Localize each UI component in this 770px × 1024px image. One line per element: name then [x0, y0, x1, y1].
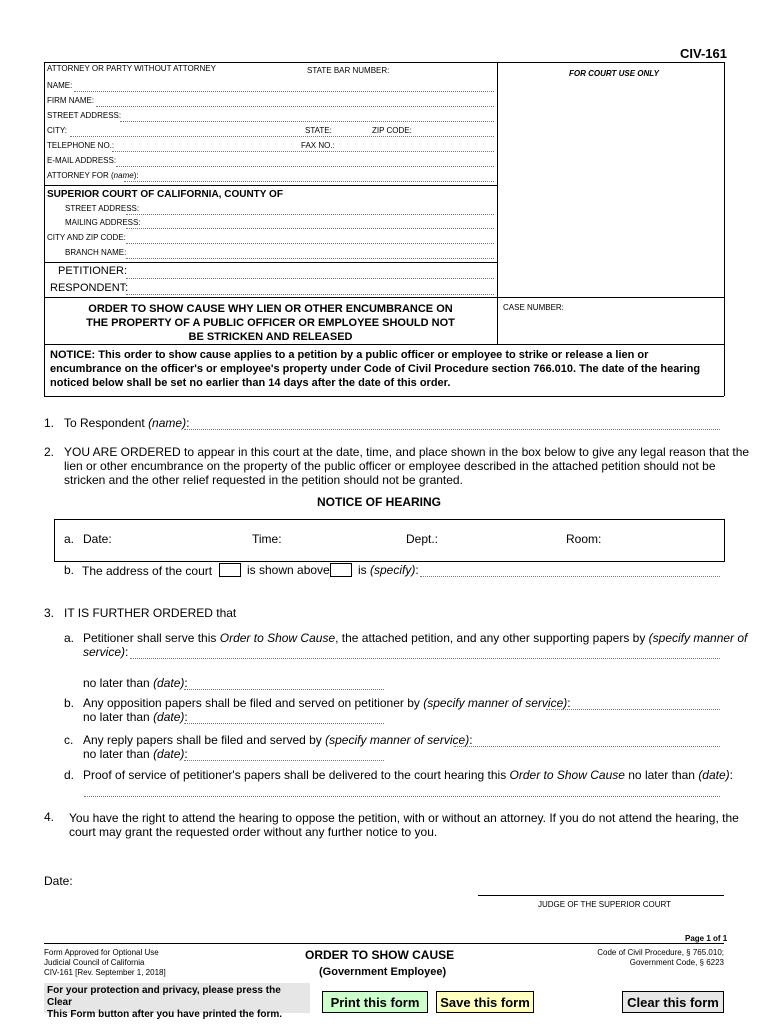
- notice-top-border: [44, 344, 724, 345]
- item3a-date-label: no later than (date):: [83, 676, 188, 690]
- item4-line1: You have the right to attend the hearing to oppose the petition, with or without an attorney. If you do not attend the hearing, the: [69, 811, 739, 825]
- clear-form-button[interactable]: Clear this form: [622, 991, 724, 1013]
- court-address-field[interactable]: [420, 576, 720, 577]
- specify-address-checkbox[interactable]: [330, 563, 352, 577]
- case-number-label: CASE NUMBER:: [503, 303, 564, 312]
- parties-border: [44, 262, 497, 263]
- notice-bottom-border: [44, 396, 724, 397]
- item3d-label: d.: [64, 768, 75, 782]
- court-mailing-label: MAILING ADDRESS:: [65, 218, 141, 227]
- attorney-party-label: ATTORNEY OR PARTY WITHOUT ATTORNEY: [47, 64, 216, 73]
- street-address-label: STREET ADDRESS:: [47, 111, 122, 120]
- signature-date-field[interactable]: [76, 870, 276, 888]
- court-branch-label: BRANCH NAME:: [65, 248, 127, 257]
- item3b-manner-field[interactable]: [546, 709, 720, 710]
- item3d-date-field[interactable]: [84, 796, 720, 797]
- court-use-divider: [497, 62, 498, 344]
- case-number-field[interactable]: [503, 314, 719, 340]
- footer-right-line2: Government Code, § 6223: [629, 958, 724, 967]
- form-title-line3: BE STRICKEN AND RELEASED: [188, 331, 353, 343]
- page-number: Page 1 of 1: [685, 934, 728, 943]
- item3a-text: Petitioner shall serve this Order to Show Cause, the attached petition, and any other supporting papers by (specify manner of service):: [83, 631, 748, 659]
- telephone-label: TELEPHONE NO.:: [47, 141, 115, 150]
- attorney-for-field[interactable]: [124, 181, 494, 182]
- footer-form-subtitle: (Government Employee): [319, 966, 447, 978]
- item4-number: 4.: [44, 810, 55, 824]
- notice-line3: noticed below shall be set no earlier than 14 days after the date of this order.: [50, 377, 451, 389]
- footer-left-line2: Judicial Council of California: [44, 958, 145, 967]
- hearing-time-field[interactable]: [284, 530, 400, 548]
- item3a-manner-field[interactable]: [130, 658, 720, 659]
- form-title-line2: THE PROPERTY OF A PUBLIC OFFICER OR EMPLOYEE SHOULD NOT: [86, 317, 455, 329]
- firm-name-field[interactable]: [96, 106, 494, 107]
- footer-left-line3: CIV-161 [Rev. September 1, 2018]: [44, 968, 166, 977]
- item3a-date-field[interactable]: [184, 689, 384, 690]
- item3-number: 3.: [44, 606, 55, 620]
- hearing-room-label: Room:: [566, 532, 602, 546]
- court-use-label: FOR COURT USE ONLY: [569, 69, 659, 78]
- fax-label: FAX NO.:: [301, 141, 335, 150]
- hearing-dept-field[interactable]: [440, 530, 558, 548]
- state-label: STATE:: [305, 126, 332, 135]
- form-title: [44, 302, 497, 344]
- header-right-border: [724, 62, 725, 396]
- item3-intro: IT IS FURTHER ORDERED that: [64, 606, 237, 620]
- court-address-label: The address of the court: [82, 564, 213, 578]
- name-field[interactable]: [74, 91, 494, 92]
- item3c-text: Any reply papers shall be filed and served by (specify manner of service): no later than (date):: [83, 733, 473, 761]
- firm-name-label: FIRM NAME:: [47, 96, 95, 105]
- petitioner-field[interactable]: [126, 278, 494, 279]
- judge-signature-line: [478, 895, 724, 896]
- court-city-zip-field[interactable]: [126, 243, 494, 244]
- shown-above-checkbox[interactable]: [219, 563, 241, 577]
- telephone-fax-field[interactable]: [112, 151, 494, 152]
- item3b-label: b.: [64, 696, 75, 710]
- email-field[interactable]: [116, 166, 494, 167]
- footer-form-title: ORDER TO SHOW CAUSE: [305, 948, 455, 962]
- footer-right: [560, 948, 724, 968]
- judge-label: JUDGE OF THE SUPERIOR COURT: [538, 900, 672, 909]
- court-mailing-field[interactable]: [126, 228, 494, 229]
- court-street-label: STREET ADDRESS:: [65, 204, 140, 213]
- email-label: E-MAIL ADDRESS:: [47, 156, 117, 165]
- city-state-zip-field[interactable]: [70, 136, 494, 137]
- header-top-border: [44, 62, 724, 63]
- street-address-field[interactable]: [120, 121, 494, 122]
- item2-number: 2.: [44, 445, 55, 459]
- form-id: CIV-161: [680, 46, 727, 61]
- header-left-border: [44, 62, 45, 396]
- hearing-room-field[interactable]: [602, 530, 718, 548]
- petitioner-label: PETITIONER:: [58, 265, 128, 277]
- court-section-border: [44, 185, 497, 186]
- hearing-time-label: Time:: [252, 532, 282, 546]
- item3b-text: Any opposition papers shall be filed and served on petitioner by (specify manner of service): no later than (date):: [83, 696, 571, 724]
- notice-text: [50, 348, 700, 390]
- specify-address-label: is (specify):: [358, 563, 419, 577]
- item3c-manner-field[interactable]: [454, 746, 720, 747]
- hearing-date-label: Date:: [83, 532, 112, 546]
- signature-date-label: Date:: [44, 874, 73, 888]
- item4-text: [69, 811, 739, 839]
- hearing-b-label: b.: [64, 563, 75, 577]
- item2-line3: stricken and the other relief requested in the petition should not be granted.: [64, 473, 463, 487]
- footer-border: [44, 943, 724, 944]
- privacy-notice: [44, 983, 310, 1020]
- attorney-for-label: ATTORNEY FOR (name):: [47, 171, 139, 180]
- notice-line2: encumbrance on the officer's or employee's property under Code of Civil Procedure section 766.010. The date of the hearing: [50, 363, 701, 375]
- item2-line2: lien or other encumbrance on the property of the public officer or employee described in the attached petition should not be: [64, 459, 716, 473]
- hearing-a-label: a.: [64, 532, 75, 546]
- item3d-text: Proof of service of petitioner's papers shall be delivered to the court hearing this Order to Show Cause no later than (date):: [83, 768, 734, 782]
- item3b-date-field[interactable]: [184, 723, 384, 724]
- hearing-title: NOTICE OF HEARING: [317, 495, 442, 509]
- footer-left: [44, 948, 166, 978]
- item3c-date-field[interactable]: [184, 760, 384, 761]
- privacy-notice-line1: For your protection and privacy, please press the Clear: [47, 985, 281, 1008]
- item2-text: [64, 445, 749, 487]
- zip-code-label: ZIP CODE:: [372, 126, 412, 135]
- hearing-date-field[interactable]: [114, 530, 246, 548]
- respondent-name-field[interactable]: [184, 429, 720, 430]
- court-street-field[interactable]: [126, 214, 494, 215]
- privacy-notice-line2: This Form button after you have printed the form.: [47, 1009, 283, 1020]
- respondent-label: RESPONDENT:: [50, 282, 129, 294]
- court-branch-field[interactable]: [126, 258, 494, 259]
- footer-left-line1: Form Approved for Optional Use: [44, 948, 159, 957]
- save-form-button[interactable]: Save this form: [436, 991, 534, 1013]
- print-form-button[interactable]: Print this form: [322, 991, 428, 1013]
- court-title: SUPERIOR COURT OF CALIFORNIA, COUNTY OF: [47, 189, 283, 200]
- item1-text: To Respondent (name):: [64, 416, 190, 430]
- city-label: CITY:: [47, 126, 68, 135]
- hearing-dept-label: Dept.:: [406, 532, 439, 546]
- shown-above-label: is shown above: [247, 563, 330, 577]
- state-bar-label: STATE BAR NUMBER:: [307, 66, 390, 75]
- title-border: [44, 297, 724, 298]
- name-label: NAME:: [47, 81, 73, 90]
- notice-line1: NOTICE: This order to show cause applies to a petition by a public officer or employee to strike or release a lien or: [50, 349, 649, 361]
- item3c-label: c.: [64, 733, 74, 747]
- item2-line1: YOU ARE ORDERED to appear in this court at the date, time, and place shown in the box below to give any legal reason that the: [64, 445, 750, 459]
- footer-right-line1: Code of Civil Procedure, § 765.010;: [597, 948, 724, 957]
- form-title-line1: ORDER TO SHOW CAUSE WHY LIEN OR OTHER ENCUMBRANCE ON: [88, 303, 453, 315]
- court-city-zip-label: CITY AND ZIP CODE:: [47, 233, 126, 242]
- item3a-label: a.: [64, 631, 75, 645]
- item1-number: 1.: [44, 416, 55, 430]
- respondent-field[interactable]: [126, 294, 494, 295]
- item4-line2: court may grant the requested order without any further notice to you.: [69, 825, 438, 839]
